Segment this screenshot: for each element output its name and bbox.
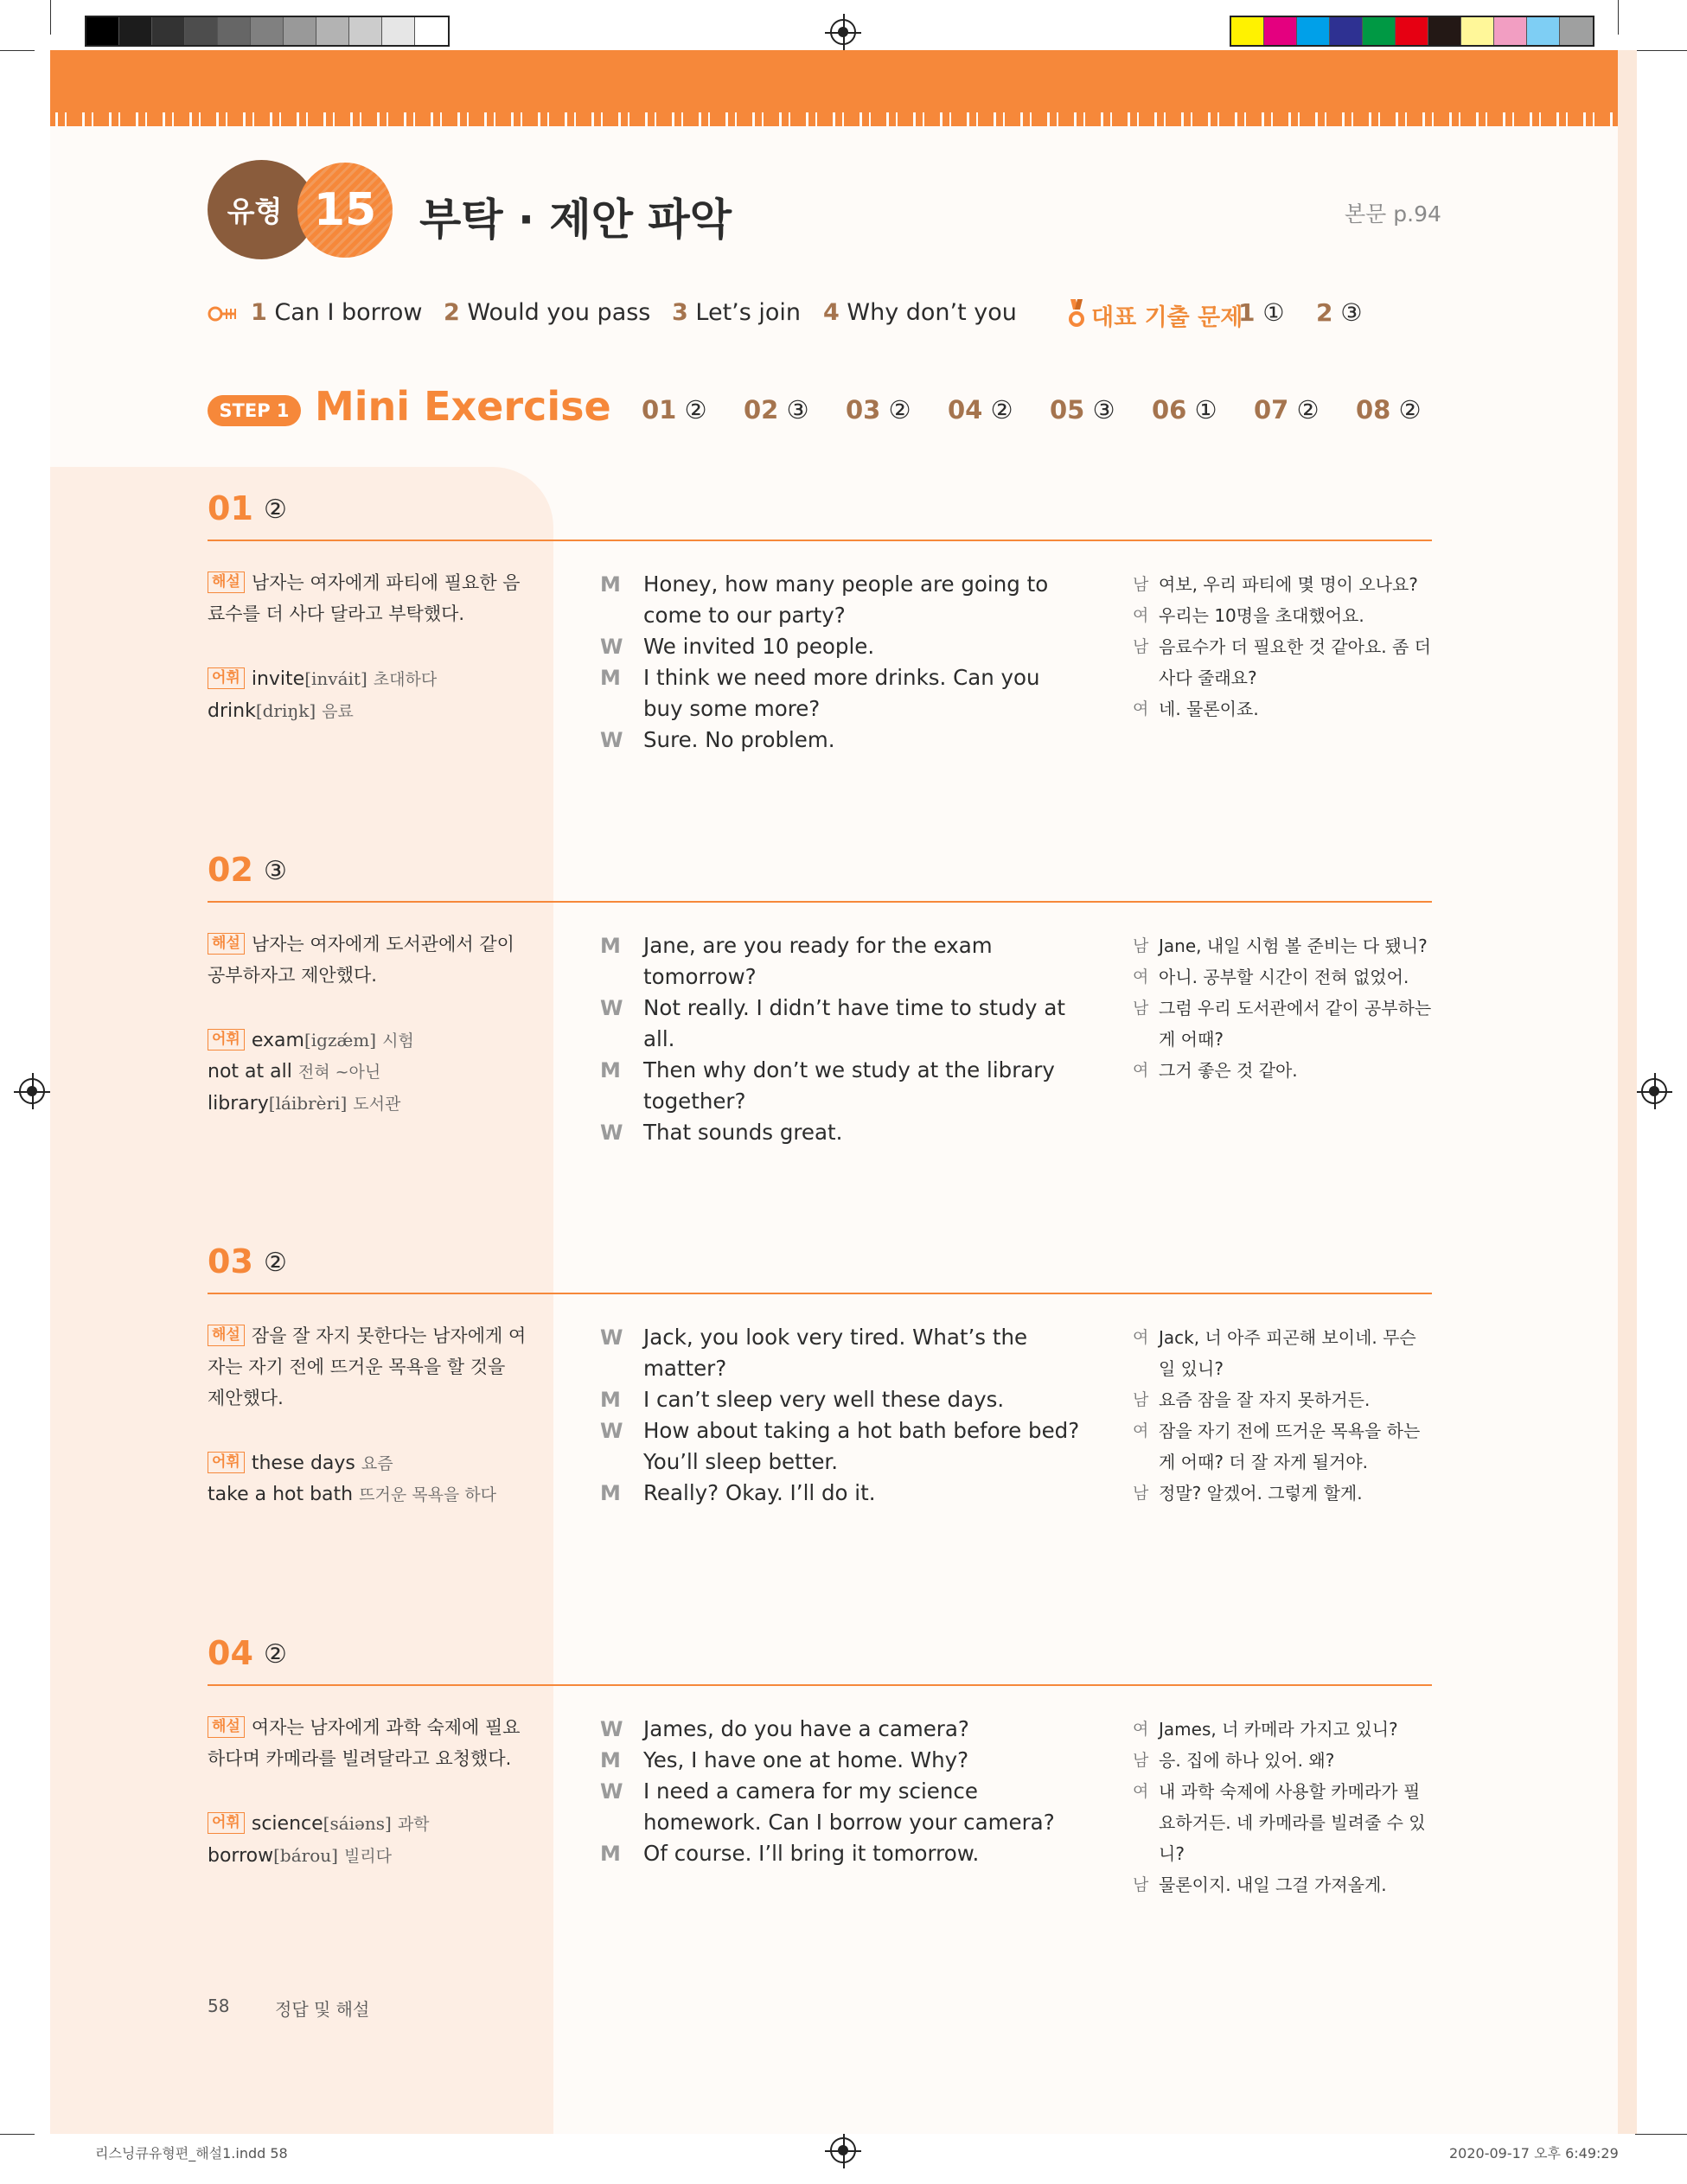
dialogue-script xyxy=(600,569,1084,756)
translation-line: 여 네. 물론이죠. xyxy=(1133,699,1259,719)
page-number: 58 xyxy=(208,1996,230,2016)
explanation-tag: 해설 xyxy=(208,1325,245,1346)
page-reference: 본문 p.94 xyxy=(1345,201,1441,227)
registration-mark-top xyxy=(830,19,856,45)
vocab-item: take a hot bath 뜨거운 목욕을 하다 xyxy=(208,1484,497,1505)
dialogue-line: M Really? Okay. I’ll do it. xyxy=(600,1480,876,1505)
section-divider xyxy=(208,1684,1432,1686)
question-number: 03 xyxy=(208,1242,253,1280)
explanation-text: 해설 잠을 잘 자지 못한다는 남자에게 여자는 자기 전에 뜨거운 목욕을 할 것을 제안했다. xyxy=(208,1325,527,1408)
representative-problem-label: 대표 기출 문제 xyxy=(1091,304,1243,331)
vocab-tag: 어휘 xyxy=(208,1029,245,1050)
grayscale-calibration-bar xyxy=(85,16,450,47)
vocabulary-list xyxy=(208,1448,527,1510)
registration-mark-bottom xyxy=(830,2137,856,2163)
vocab-tag: 어휘 xyxy=(208,667,245,689)
step-answer-04: 04 ② xyxy=(948,395,1013,425)
medal-icon xyxy=(1068,299,1085,329)
representative-answer-2: 2 ③ xyxy=(1316,298,1363,327)
hint-item-2: 2 Would you pass xyxy=(444,299,651,326)
explanation-text: 해설 여자는 남자에게 과학 숙제에 필요하다며 카메라를 빌려달라고 요청했다. xyxy=(208,1717,521,1769)
vocab-item: 어휘 exam[igzǽm] 시험 xyxy=(208,1025,527,1057)
translation-line: 남 여보, 우리 파티에 몇 명이 오나요? xyxy=(1133,574,1418,595)
vocabulary-list xyxy=(208,1808,527,1872)
korean-translation xyxy=(1133,1322,1435,1509)
dialogue-line: M Honey, how many people are going to come to our party? xyxy=(600,572,1049,628)
vocab-item: not at all 전혀 ~아닌 xyxy=(208,1061,381,1082)
dialogue-line: M Yes, I have one at home. Why? xyxy=(600,1747,969,1772)
print-slug-timestamp: 2020-09-17 오후 6:49:29 xyxy=(1449,2145,1619,2162)
translation-line: 여 잠을 자기 전에 뜨거운 목욕을 하는 게 어때? 더 잘 자게 될거야. xyxy=(1133,1421,1421,1472)
crop-mark xyxy=(0,2134,35,2135)
dialogue-script xyxy=(600,930,1084,1148)
translation-line: 남 응. 집에 하나 있어. 왜? xyxy=(1133,1750,1335,1771)
step-answer-05: 05 ③ xyxy=(1050,395,1115,425)
vocab-tag: 어휘 xyxy=(208,1452,245,1473)
translation-line: 여 Jack, 너 아주 피곤해 보이네. 무슨 일 있니? xyxy=(1133,1327,1416,1379)
step-answer-01: 01 ② xyxy=(642,395,707,425)
vocab-tag: 어휘 xyxy=(208,1812,245,1834)
question-answer: ② xyxy=(264,1639,287,1670)
vocab-item: borrow[bárou] 빌리다 xyxy=(208,1845,392,1867)
vocabulary-list xyxy=(208,663,527,727)
type-badge: 유형 xyxy=(208,160,316,259)
vocab-item: library[láibrèri] 도서관 xyxy=(208,1093,401,1114)
explanation-tag: 해설 xyxy=(208,572,245,593)
korean-translation xyxy=(1133,1714,1435,1900)
dialogue-line: W How about taking a hot bath before bed? You’ll sleep better. xyxy=(600,1418,1080,1474)
color-calibration-bar xyxy=(1230,16,1594,47)
question-answer: ② xyxy=(264,495,287,525)
step-answer-02: 02 ③ xyxy=(744,395,809,425)
dialogue-line: W Sure. No problem. xyxy=(600,727,835,752)
vocab-item: 어휘 these days 요즘 xyxy=(208,1448,527,1479)
hint-item-4: 4 Why don’t you xyxy=(823,299,1017,326)
dialogue-line: M Jane, are you ready for the exam tomorrow? xyxy=(600,933,993,989)
step-answer-08: 08 ② xyxy=(1356,395,1422,425)
representative-answer-1: 1 ① xyxy=(1238,298,1285,327)
crop-mark xyxy=(0,50,35,51)
dialogue-script xyxy=(600,1322,1084,1509)
question-number: 02 xyxy=(208,851,253,889)
translation-line: 여 내 과학 숙제에 사용할 카메라가 필요하거든. 네 카메라를 빌려줄 수 있니? xyxy=(1133,1781,1426,1864)
translation-line: 여 James, 너 카메라 가지고 있니? xyxy=(1133,1719,1398,1740)
dialogue-line: W I need a camera for my science homework. Can I borrow your camera? xyxy=(600,1778,1055,1835)
korean-translation xyxy=(1133,930,1435,1086)
vocab-item: 어휘 science[sáiəns] 과학 xyxy=(208,1808,527,1840)
dialogue-line: M Of course. I’ll bring it tomorrow. xyxy=(600,1841,980,1866)
hint-item-3: 3 Let’s join xyxy=(672,299,802,326)
question-answer: ② xyxy=(264,1248,287,1278)
step-badge: STEP 1 xyxy=(208,395,301,426)
dialogue-line: M I think we need more drinks. Can you buy some more? xyxy=(600,665,1040,721)
translation-line: 남 정말? 알겠어. 그렇게 할게. xyxy=(1133,1483,1363,1504)
vocab-item: 어휘 invite[inváit] 초대하다 xyxy=(208,663,527,695)
registration-mark-right xyxy=(1641,1078,1667,1104)
translation-line: 남 요즘 잠을 잘 자지 못하거든. xyxy=(1133,1389,1371,1410)
translation-line: 남 물론이지. 내일 그걸 가져올게. xyxy=(1133,1874,1387,1895)
key-icon xyxy=(208,304,237,323)
question-number: 04 xyxy=(208,1634,253,1672)
translation-line: 여 우리는 10명을 초대했어요. xyxy=(1133,605,1364,626)
explanation-text: 해설 남자는 여자에게 도서관에서 같이 공부하자고 제안했다. xyxy=(208,934,514,986)
dialogue-line: W James, do you have a camera? xyxy=(600,1716,969,1741)
hint-item-1: 1 Can I borrow xyxy=(251,299,423,326)
page-edge-strip xyxy=(1618,50,1637,2134)
crop-mark xyxy=(1618,0,1619,35)
banner-brush-edge xyxy=(50,112,1618,126)
translation-line: 여 아니. 공부할 시간이 전혀 없었어. xyxy=(1133,967,1409,987)
translation-line: 남 Jane, 내일 시험 볼 준비는 다 됐니? xyxy=(1133,936,1428,956)
crop-mark xyxy=(50,0,51,35)
dialogue-line: W We invited 10 people. xyxy=(600,634,875,659)
vocabulary-list xyxy=(208,1025,527,1120)
print-slug-file: 리스닝큐유형편_해설1.indd 58 xyxy=(95,2145,288,2162)
registration-mark-left xyxy=(19,1078,45,1104)
page-title: 부탁 · 제안 파악 xyxy=(419,195,732,245)
vocab-item: drink[driŋk] 음료 xyxy=(208,700,354,722)
section-divider xyxy=(208,1293,1432,1294)
question-answer: ③ xyxy=(264,856,287,886)
crop-mark xyxy=(1635,2134,1687,2135)
translation-line: 여 그거 좋은 것 같아. xyxy=(1133,1060,1298,1081)
dialogue-line: M I can’t sleep very well these days. xyxy=(600,1387,1005,1412)
dialogue-line: W That sounds great. xyxy=(600,1120,843,1145)
explanation-tag: 해설 xyxy=(208,933,245,955)
section-divider xyxy=(208,901,1432,903)
step-answer-03: 03 ② xyxy=(846,395,911,425)
explanation-text: 해설 남자는 여자에게 파티에 필요한 음료수를 더 사다 달라고 부탁했다. xyxy=(208,572,521,624)
translation-line: 남 음료수가 더 필요한 것 같아요. 좀 더 사다 줄래요? xyxy=(1133,636,1431,688)
dialogue-line: M Then why don’t we study at the library together? xyxy=(600,1057,1055,1114)
step-answer-07: 07 ② xyxy=(1254,395,1320,425)
dialogue-line: W Not really. I didn’t have time to study at all. xyxy=(600,995,1065,1051)
dialogue-script xyxy=(600,1714,1084,1869)
section-divider xyxy=(208,540,1432,541)
question-number: 01 xyxy=(208,489,253,527)
dialogue-line: W Jack, you look very tired. What’s the matter? xyxy=(600,1325,1028,1381)
crop-mark xyxy=(1635,50,1687,51)
korean-translation xyxy=(1133,569,1435,725)
step-answer-06: 06 ① xyxy=(1152,395,1217,425)
mini-exercise-title: Mini Exercise xyxy=(315,383,611,430)
type-number-badge: 15 xyxy=(297,163,393,258)
explanation-tag: 해설 xyxy=(208,1716,245,1738)
footer-section-label: 정답 및 해설 xyxy=(275,1999,370,2020)
translation-line: 남 그럼 우리 도서관에서 같이 공부하는 게 어때? xyxy=(1133,998,1432,1050)
